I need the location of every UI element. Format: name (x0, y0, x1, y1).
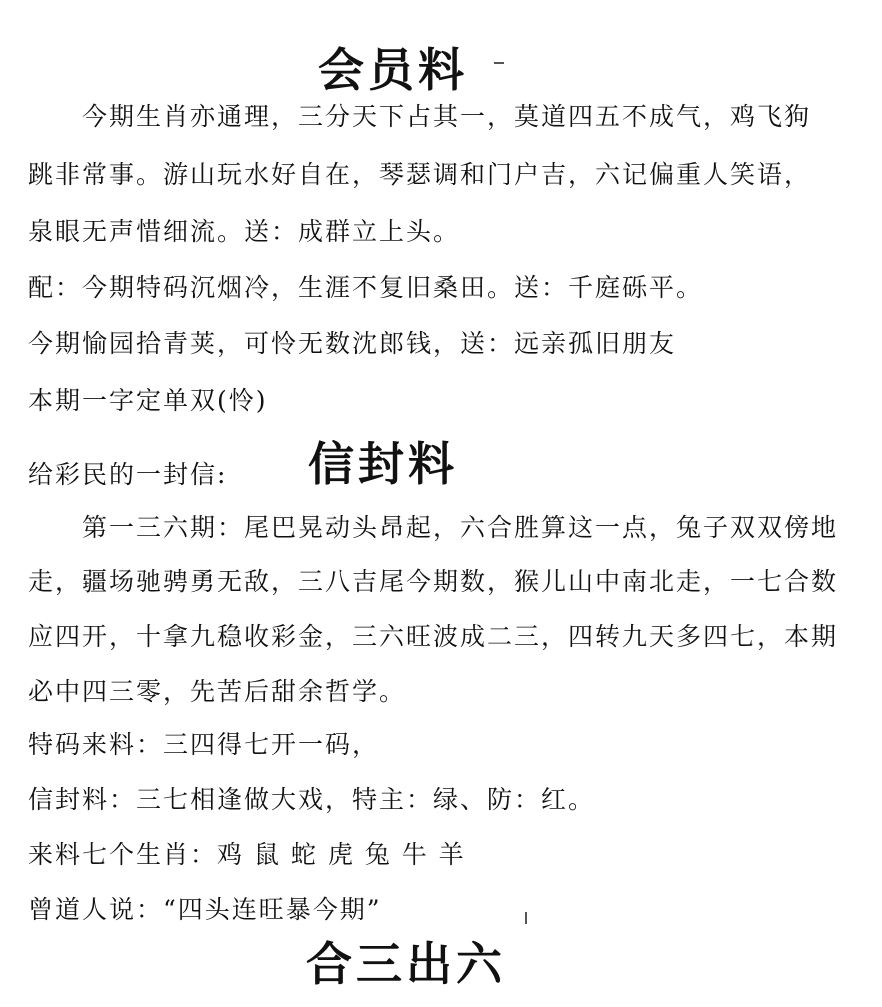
letter-intro: 给彩民的一封信: (28, 460, 228, 489)
letter-title: 信封料 (308, 437, 458, 491)
bottom-title: 合三出六 (306, 937, 506, 991)
text-line: 必中四三零，先苦后甜余哲学。 (28, 677, 407, 706)
stray-tick (525, 912, 527, 924)
text-line: 来料七个生肖：鸡 鼠 蛇 虎 兔 牛 羊 (28, 840, 466, 869)
text-line: 应四开，十拿九稳收彩金，三六旺波成二三，四转九天多四七，本期 (28, 622, 839, 651)
stray-dash (494, 62, 504, 64)
text-line: 泉眼无声惜细流。送：成群立上头。 (28, 217, 461, 246)
text-line: 跳非常事。游山玩水好自在，琴瑟调和门户吉，六记偏重人笑语， (28, 160, 812, 189)
text-line: 曾道人说：“四头连旺暴今期” (28, 895, 382, 924)
text-line: 今期生肖亦通理，三分天下占其一，莫道四五不成气，鸡飞狗 (82, 102, 812, 131)
member-title: 会员料 (318, 43, 468, 97)
text-line: 本期一字定单双(怜) (28, 386, 268, 415)
text-line: 今期愉园拾青荚，可怜无数沈郎钱，送：远亲孤旧朋友 (28, 329, 677, 358)
text-line: 信封料：三七相逢做大戏，特主：绿、防：红。 (28, 785, 596, 814)
text-line: 走，疆场驰骋勇无敌，三八吉尾今期数，猴儿山中南北走，一七合数 (28, 567, 839, 596)
text-line: 特码来料：三四得七开一码， (28, 730, 380, 759)
text-line: 配：今期特码沉烟冷，生涯不复旧桑田。送：千庭砾平。 (28, 273, 704, 302)
text-line: 第一三六期：尾巴晃动头昂起，六合胜算这一点，兔子双双傍地 (82, 513, 839, 542)
